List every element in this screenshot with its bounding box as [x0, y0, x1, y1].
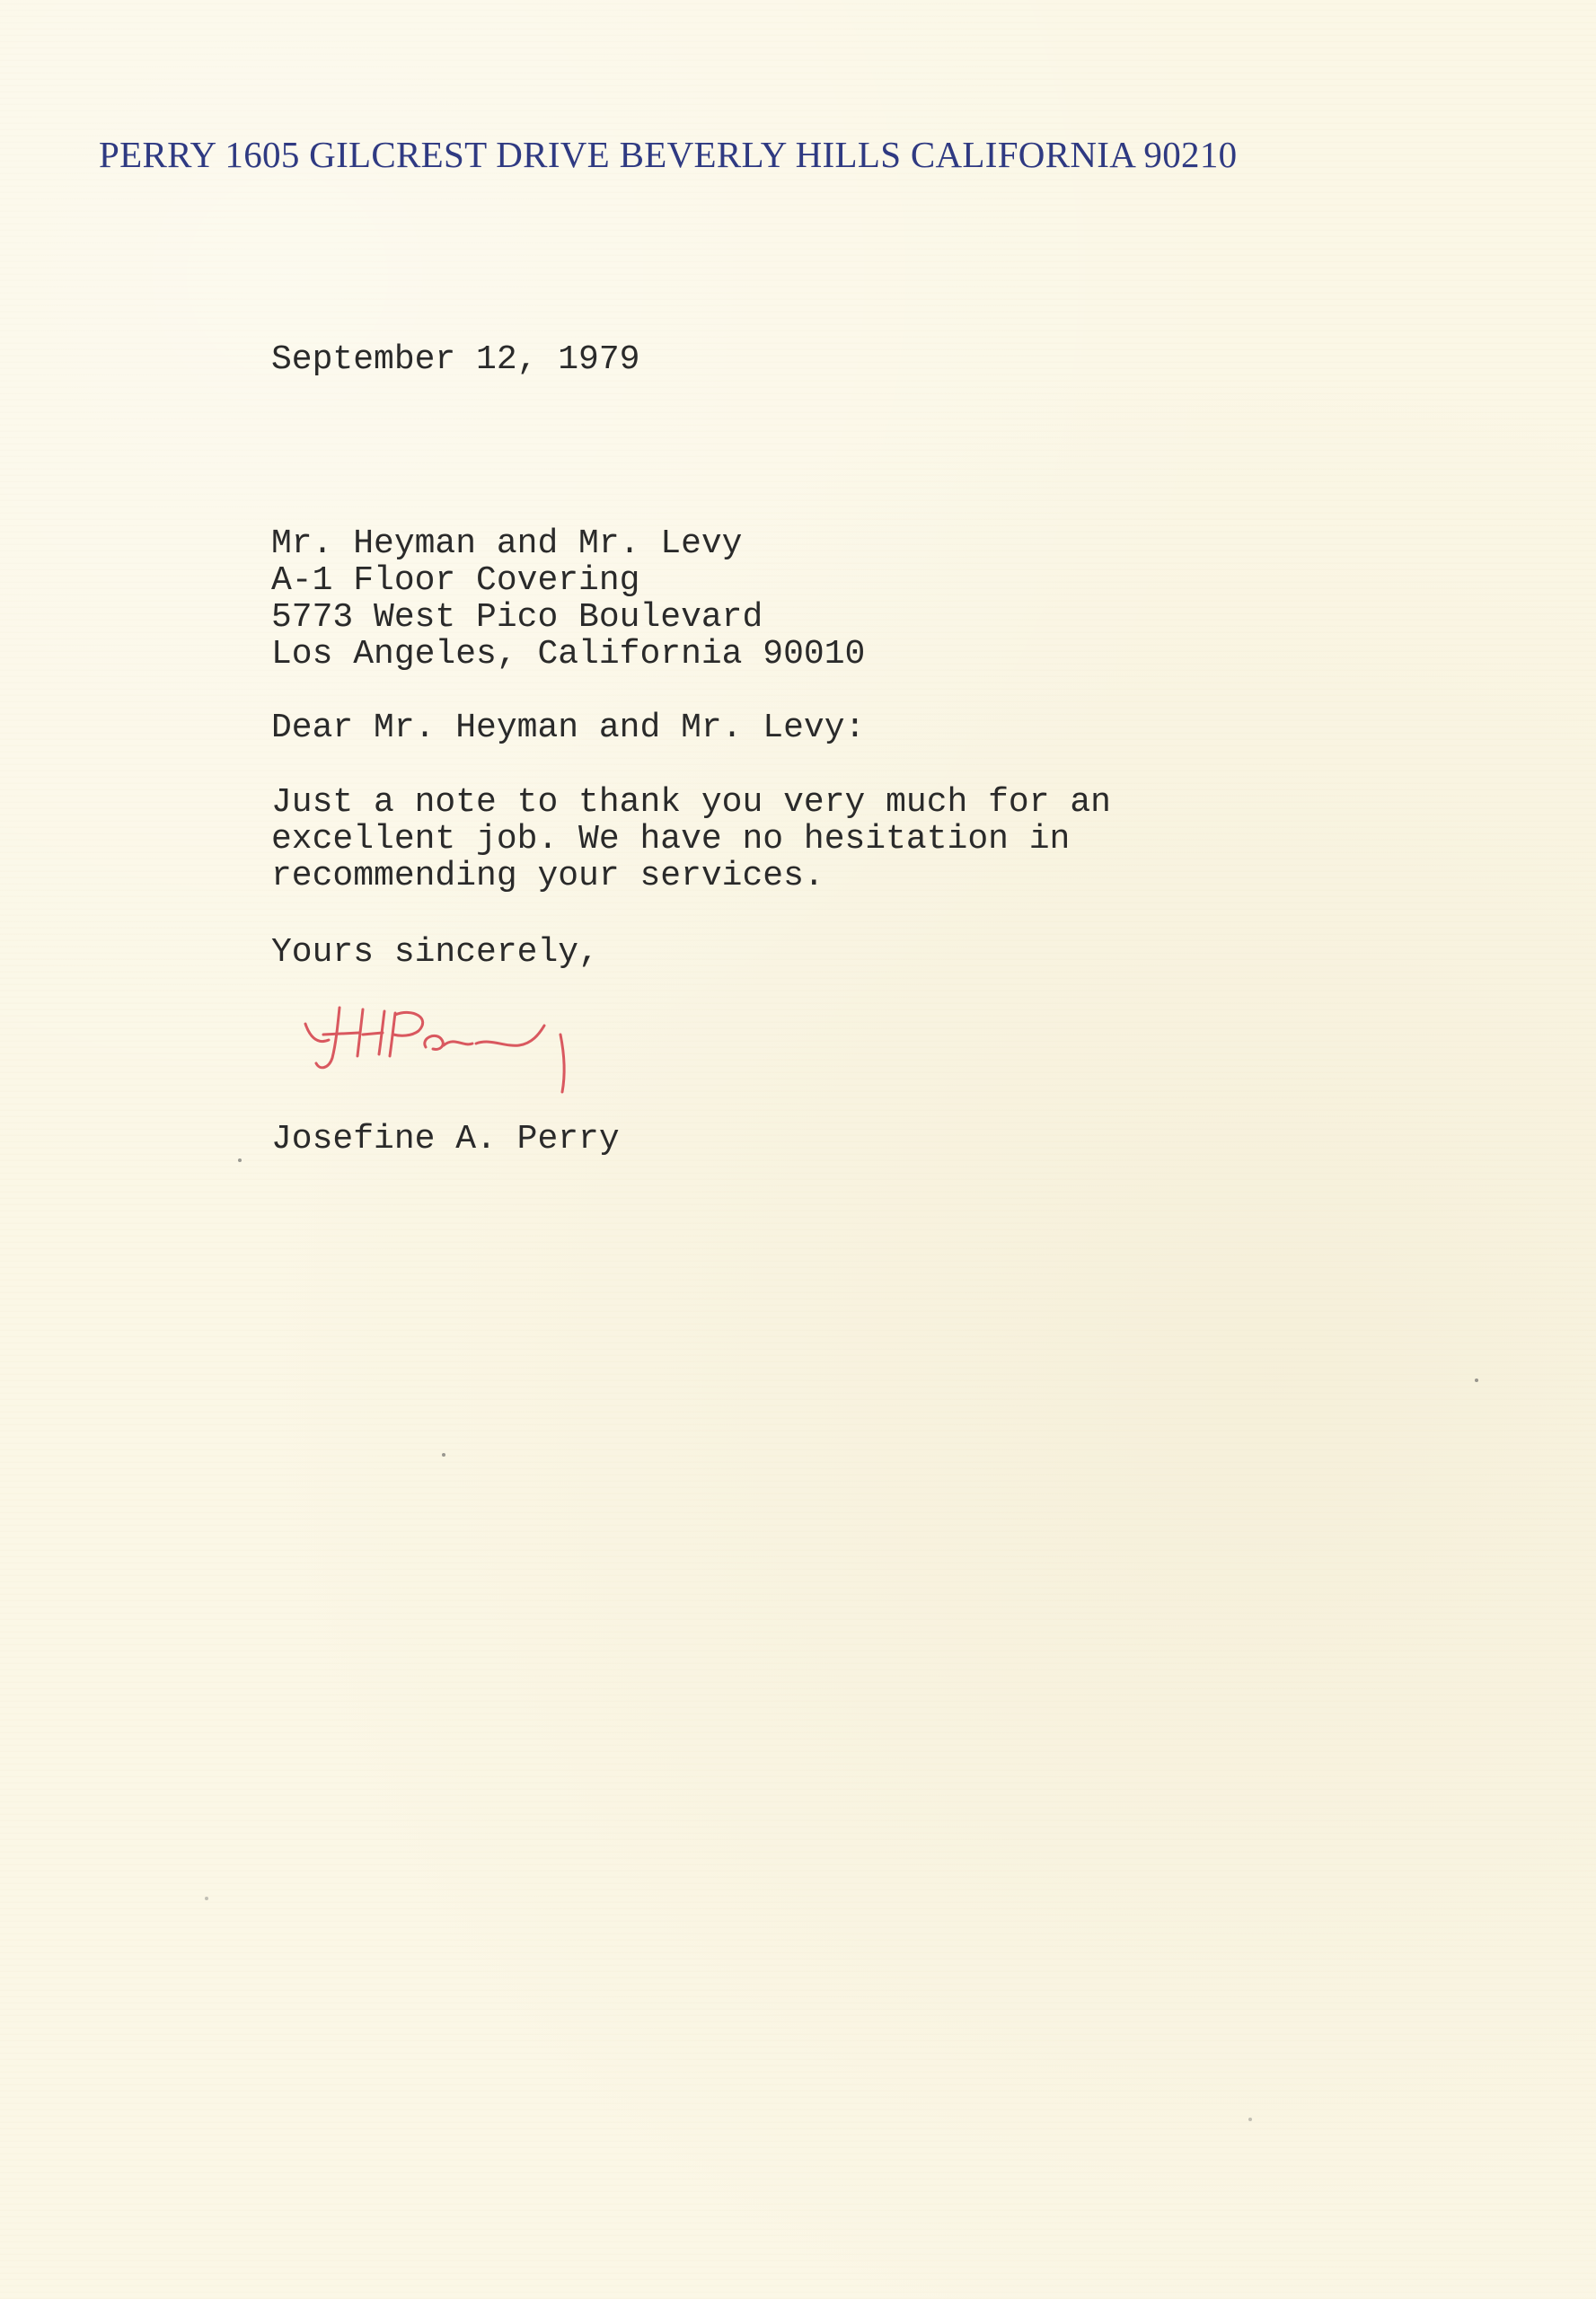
paper-speck: [1475, 1379, 1478, 1382]
recipient-line: A-1 Floor Covering: [271, 561, 640, 600]
paper-speck: [238, 1158, 242, 1162]
salutation: Dear Mr. Heyman and Mr. Levy:: [271, 709, 866, 747]
recipient-address: [271, 525, 865, 673]
letter-date: September 12, 1979: [271, 340, 640, 379]
body-line: recommending your services.: [271, 857, 824, 895]
paper-speck: [442, 1453, 445, 1457]
letterhead: PERRY 1605 GILCREST DRIVE BEVERLY HILLS CALIFORNIA 90210: [99, 134, 1238, 175]
handwritten-signature: [296, 999, 620, 1115]
recipient-line: Los Angeles, California 90010: [271, 635, 866, 674]
recipient-line: 5773 West Pico Boulevard: [271, 598, 763, 637]
letter-body: [271, 784, 1111, 894]
recipient-line: Mr. Heyman and Mr. Levy: [271, 524, 743, 563]
paper-speck: [205, 1897, 208, 1900]
signer-name: Josefine A. Perry: [271, 1120, 620, 1158]
paper-speck: [1248, 2118, 1252, 2121]
body-line: excellent job. We have no hesitation in: [271, 820, 1071, 859]
closing: Yours sincerely,: [271, 933, 599, 972]
body-line: Just a note to thank you very much for an: [271, 783, 1111, 822]
